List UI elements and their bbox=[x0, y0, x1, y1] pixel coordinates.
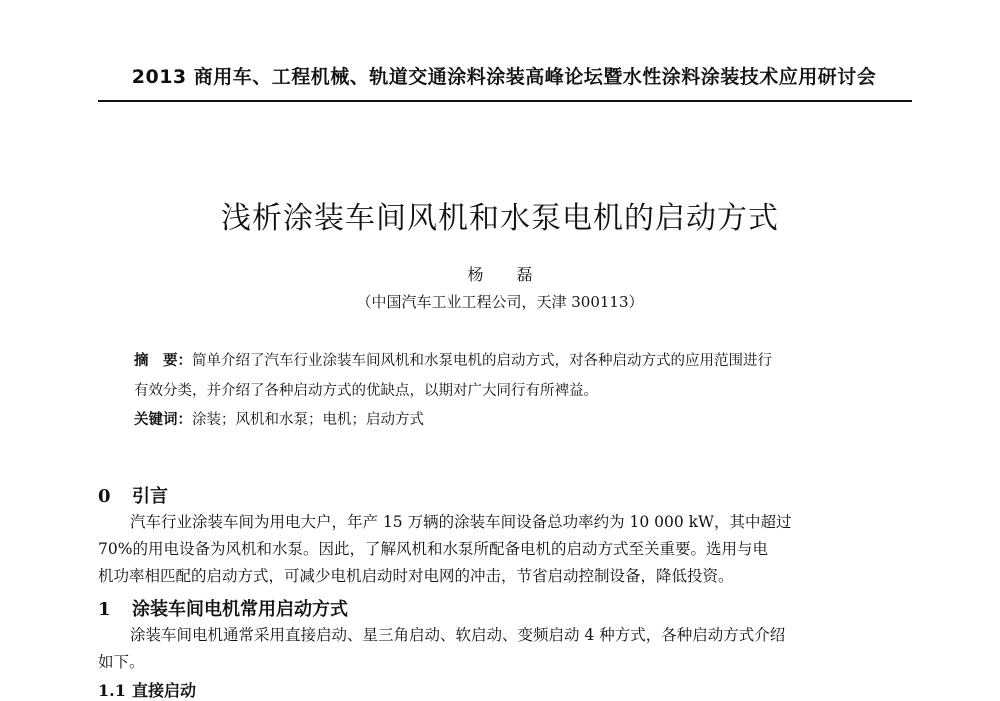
section-title: 涂装车间电机常用启动方式 bbox=[132, 599, 348, 620]
running-header: 2013 商用车、工程机械、轨道交通涂料涂装高峰论坛暨水性涂料涂装技术应用研讨会 bbox=[131, 66, 877, 88]
author: 杨 磊 bbox=[467, 265, 547, 284]
paragraph-line: 汽车行业涂装车间为用电大户，年产 15 万辆的涂装车间设备总功率约为 10 000 kW，其中超过 bbox=[130, 513, 792, 531]
abstract-text-1: 简单介绍了汽车行业涂装车间风机和水泵电机的启动方式，对各种启动方式的应用范围进行 bbox=[192, 353, 772, 369]
section-title: 引言 bbox=[132, 486, 168, 507]
abstract-line-2: 有效分类，并介绍了各种启动方式的优缺点，以期对广大同行有所裨益。 bbox=[134, 383, 598, 399]
abstract-line-1 bbox=[134, 346, 894, 376]
abstract-label: 摘 要： bbox=[134, 353, 192, 369]
keywords-text: 涂装；风机和水泵；电机；启动方式 bbox=[192, 412, 424, 428]
paragraph-line: 70%的用电设备为风机和水泵。因此，了解风机和水泵所配备电机的启动方式至关重要。选用与电 bbox=[98, 540, 768, 558]
section-1-paragraph bbox=[98, 622, 910, 676]
paragraph-line: 机功率相匹配的启动方式，可减少电机启动时对电网的冲击，节省启动控制设备，降低投资。 bbox=[98, 567, 734, 585]
header-rule bbox=[98, 100, 912, 102]
section-number: 1.1 bbox=[98, 681, 126, 700]
section-heading-1-1 bbox=[98, 678, 196, 701]
keywords bbox=[134, 408, 424, 429]
section-number: 0 bbox=[98, 486, 111, 507]
section-0-paragraph bbox=[98, 509, 910, 590]
paper-title: 浅析涂装车间风机和水泵电机的启动方式 bbox=[221, 201, 779, 236]
section-heading-0 bbox=[98, 482, 168, 508]
paragraph-line: 涂装车间电机通常采用直接启动、星三角启动、软启动、变频启动 4 种方式，各种启动方式介绍 bbox=[130, 626, 786, 644]
section-title: 直接启动 bbox=[132, 681, 197, 700]
keywords-label: 关键词： bbox=[134, 412, 192, 428]
section-number: 1 bbox=[98, 599, 111, 620]
paragraph-line: 如下。 bbox=[98, 653, 145, 671]
abstract bbox=[134, 346, 894, 406]
affiliation: （中国汽车工业工程公司，天津 300113） bbox=[356, 293, 644, 311]
section-heading-1 bbox=[98, 595, 348, 621]
